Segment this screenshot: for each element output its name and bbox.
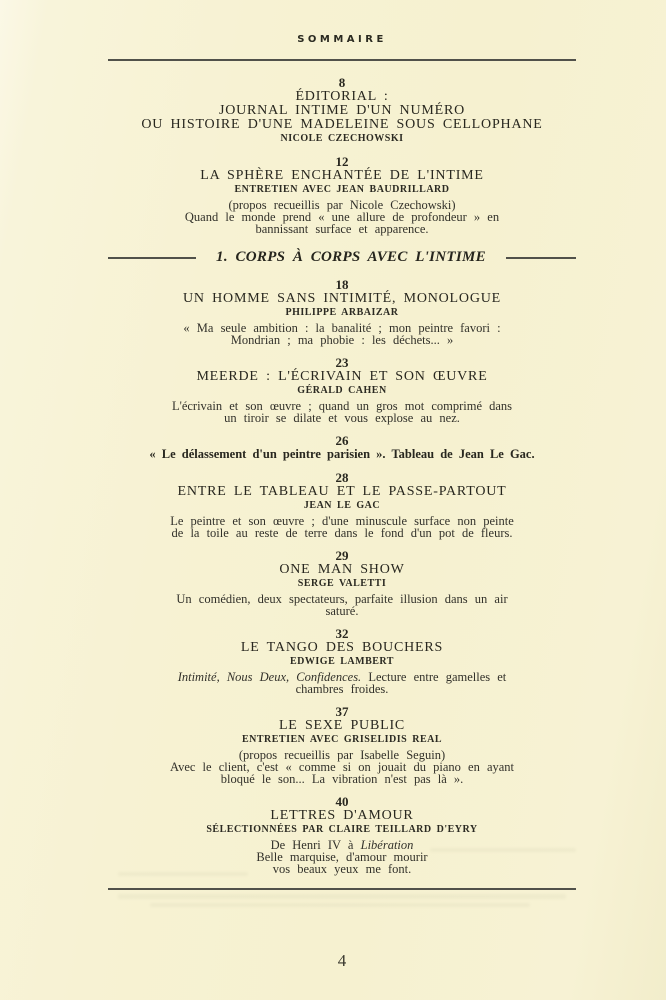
entry-title-line: MEERDE : L'ÉCRIVAIN ET SON ŒUVRE xyxy=(196,369,488,384)
text-run: De Henri IV à xyxy=(270,838,361,852)
entry-title-line: LE TANGO DES BOUCHERS xyxy=(240,640,444,655)
toc-entry xyxy=(108,278,576,346)
entry-title-line: ENTRE LE TABLEAU ET LE PASSE-PARTOUT xyxy=(177,484,507,499)
entry-description xyxy=(108,199,576,235)
entry-title-line: OU HISTOIRE D'UNE MADELEINE SOUS CELLOPHANE xyxy=(141,117,543,132)
toc-entry xyxy=(108,434,576,461)
entry-page-number: 28 xyxy=(335,470,349,485)
entry-page-number: 18 xyxy=(335,277,349,292)
toc-entry xyxy=(108,76,576,145)
section-divider xyxy=(108,249,576,266)
entry-description xyxy=(108,671,576,695)
entry-description-line: bloqué le son... La vibration n'est pas là ». xyxy=(220,772,464,786)
entry-title-line: ÉDITORIAL : xyxy=(295,89,389,104)
bleed-through-ghost xyxy=(150,903,530,907)
entry-title-line: JOURNAL INTIME D'UN NUMÉRO xyxy=(218,103,466,118)
bleed-through-ghost xyxy=(430,848,576,852)
entry-description-line: L'écrivain et son œuvre ; quand un gros mot comprimé dans xyxy=(171,399,513,413)
divider-line-left xyxy=(108,257,196,259)
entry-page-number: 37 xyxy=(335,704,349,719)
entry-description xyxy=(108,400,576,424)
entry-author: ENTRETIEN AVEC JEAN BAUDRILLARD xyxy=(234,184,450,195)
entry-page-number: 32 xyxy=(335,626,349,641)
entry-description-line: Mondrian ; ma phobie : les déchets... » xyxy=(230,333,454,347)
entry-bold-caption: « Le délassement d'un peintre parisien ». Tableau de Jean Le Gac. xyxy=(149,447,535,461)
bottom-rule xyxy=(108,888,576,890)
entry-page-number: 23 xyxy=(335,355,349,370)
toc-entry xyxy=(108,705,576,785)
entry-author: NICOLE CZECHOWSKI xyxy=(280,133,404,144)
entry-title-line: ONE MAN SHOW xyxy=(279,562,405,577)
entry-description xyxy=(108,593,576,617)
text-run: Lecture entre gamelles et xyxy=(361,670,507,684)
folio-page-number: 4 xyxy=(337,951,347,970)
entry-title-line: LETTRES D'AMOUR xyxy=(270,808,414,823)
entry-description-line: « Ma seule ambition : la banalité ; mon peintre favori : xyxy=(183,321,501,335)
entry-description-line: bannissant surface et apparence. xyxy=(255,222,429,236)
entry-description-line: de la toile au reste de terre dans le fond d'un pot de fleurs. xyxy=(171,526,513,540)
entry-description xyxy=(108,322,576,346)
entry-title-line: LA SPHÈRE ENCHANTÉE DE L'INTIME xyxy=(200,168,484,183)
entry-description xyxy=(108,515,576,539)
entry-description-line: (propos recueillis par Isabelle Seguin) xyxy=(238,748,446,762)
text-run: vos beaux yeux me font. xyxy=(272,862,412,876)
italic-run: Intimité, Nous Deux, Confidences. xyxy=(177,670,362,684)
entry-description-line: Un comédien, deux spectateurs, parfaite illusion dans un air xyxy=(176,592,508,606)
entry-author: SERGE VALETTI xyxy=(297,578,387,589)
text-run: chambres froides. xyxy=(295,682,389,696)
entry-description-line xyxy=(108,683,576,695)
page-header-title: SOMMAIRE xyxy=(297,34,387,45)
toc-entry xyxy=(108,356,576,424)
toc-entry xyxy=(108,549,576,617)
entry-page-number: 12 xyxy=(335,154,349,169)
entry-author: ENTRETIEN AVEC GRISELIDIS REAL xyxy=(241,734,443,745)
entry-description-line: Avec le client, c'est « comme si on jouait du piano en ayant xyxy=(169,760,515,774)
toc-entries xyxy=(108,70,576,875)
entry-page-number: 8 xyxy=(338,75,346,90)
divider-line-right xyxy=(506,257,576,259)
section-divider-label: 1. CORPS À CORPS AVEC L'INTIME xyxy=(216,249,486,265)
bleed-through-ghost xyxy=(118,894,566,899)
entry-page-number: 26 xyxy=(335,433,349,448)
entry-title-line: LE SEXE PUBLIC xyxy=(278,718,406,733)
entry-description-line: (propos recueillis par Nicole Czechowski) xyxy=(228,198,456,212)
toc-entry xyxy=(108,627,576,695)
entry-description-line: saturé. xyxy=(325,604,359,618)
entry-title-line: UN HOMME SANS INTIMITÉ, MONOLOGUE xyxy=(183,291,501,306)
toc-entry xyxy=(108,155,576,235)
top-rule xyxy=(108,59,576,61)
entry-author: JEAN LE GAC xyxy=(303,500,381,511)
entry-page-number: 29 xyxy=(335,548,349,563)
entry-author: PHILIPPE ARBAIZAR xyxy=(285,307,399,318)
toc-entry xyxy=(108,795,576,875)
entry-description xyxy=(108,839,576,875)
entry-description xyxy=(108,749,576,785)
bleed-through-ghost xyxy=(118,872,248,876)
entry-author: SÉLECTIONNÉES PAR CLAIRE TEILLARD D'EYRY xyxy=(206,824,478,835)
entry-author: GÉRALD CAHEN xyxy=(297,385,387,396)
entry-description-line: un tiroir se dilate et vous explose au nez. xyxy=(224,411,460,425)
entry-author: EDWIGE LAMBERT xyxy=(290,656,394,667)
toc-entry xyxy=(108,471,576,539)
italic-run: Libération xyxy=(360,838,414,852)
entry-description-line: Le peintre et son œuvre ; d'une minuscule surface non peinte xyxy=(170,514,514,528)
entry-page-number: 40 xyxy=(335,794,349,809)
entry-description-line: Quand le monde prend « une allure de profondeur » en xyxy=(184,210,500,224)
text-run: Belle marquise, d'amour mourir xyxy=(256,850,428,864)
